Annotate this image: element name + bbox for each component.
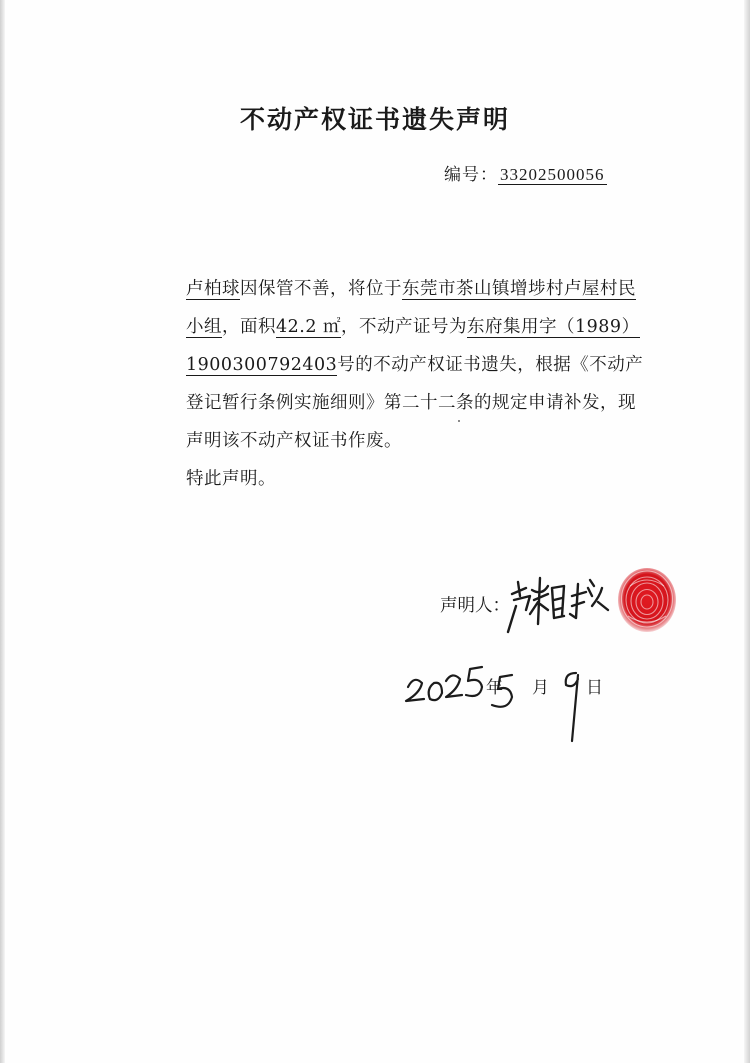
statement-text-3: ，不动产证号为	[341, 317, 468, 337]
property-location: 东莞市茶山镇增埗村卢屋村民小组	[186, 279, 636, 337]
year-digit-2b	[446, 675, 462, 697]
statement-text-2: ，面积	[222, 317, 276, 337]
year-digit-0	[429, 683, 442, 700]
scan-edge-left	[0, 0, 5, 1063]
document-number-label: 编号：	[444, 165, 498, 185]
statement-body	[116, 270, 646, 498]
statement-text-1: 因保管不善，将位于	[240, 279, 402, 299]
year-digit-5	[466, 667, 482, 696]
document-number-value: 33202500056	[500, 165, 605, 184]
day-char: 日	[586, 678, 603, 698]
handwritten-date	[400, 655, 630, 745]
statement-text-4: 号的不动产权证书遗失，根据《不动产登记暂行条例实施细则》第二十二条的规定申请补发，现声明该不动产权证书作废。	[186, 355, 644, 451]
scan-edge-right	[744, 0, 750, 1063]
owner-name: 卢柏球	[186, 279, 240, 299]
handwritten-signature	[502, 566, 617, 644]
document-number	[444, 160, 607, 185]
declarant-label: 声明人：	[440, 596, 510, 616]
year-char: 年	[486, 678, 503, 698]
document-title: 不动产权证书遗失声明	[239, 105, 510, 134]
certificate-number: 东府集用字（1989）1900300792403	[186, 317, 640, 375]
closing-line: 特此声明。	[186, 469, 276, 489]
red-fingerprint	[616, 566, 678, 634]
month-char: 月	[532, 678, 549, 698]
day-digit-9	[566, 673, 578, 741]
year-digit-2	[406, 680, 424, 701]
scan-speck	[458, 420, 460, 422]
property-area: 42.2 ㎡	[276, 317, 342, 337]
statement-paragraph	[116, 270, 646, 460]
